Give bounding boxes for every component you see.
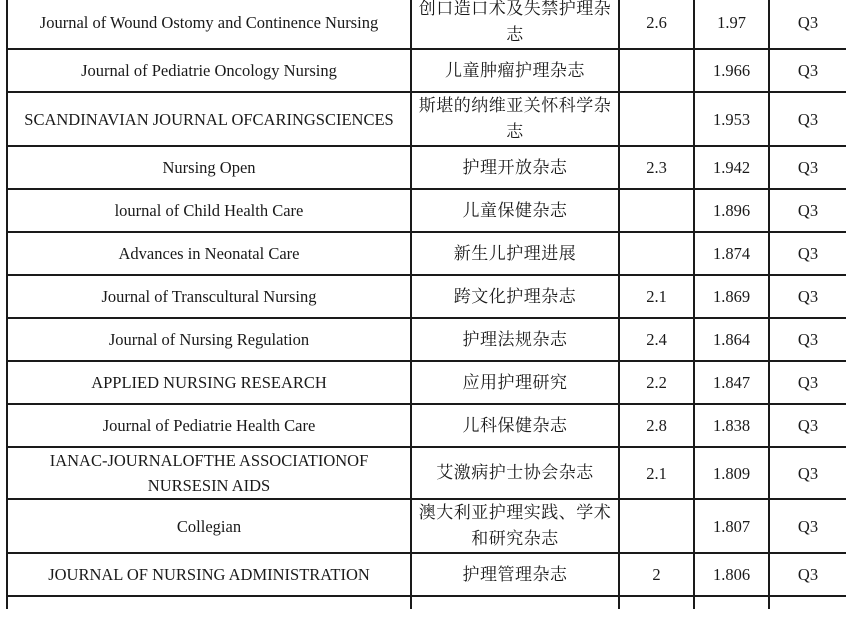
journal-table <box>6 0 846 609</box>
quartile: Q3 <box>769 189 846 232</box>
table-row <box>7 499 846 553</box>
quartile: Q3 <box>769 146 846 189</box>
journal-name-en: Journal of Wound Ostomy and Continence Nursing <box>7 0 411 49</box>
impact-factor: 1.806 <box>694 553 769 596</box>
table-row <box>7 318 846 361</box>
five-year-impact-factor: 2.3 <box>619 146 694 189</box>
journal-name-en: Nursing Open <box>7 146 411 189</box>
quartile: Q3 <box>769 49 846 92</box>
empty-cell <box>694 596 769 609</box>
journal-name-en: IANAC-JOURNALOFTHE ASSOCIATIONOF NURSESIN AIDS <box>7 447 411 499</box>
table-row <box>7 49 846 92</box>
impact-factor: 1.864 <box>694 318 769 361</box>
table-row <box>7 275 846 318</box>
five-year-impact-factor: 2.6 <box>619 0 694 49</box>
quartile: Q3 <box>769 361 846 404</box>
journal-name-cn: 应用护理研究 <box>411 361 619 404</box>
impact-factor: 1.953 <box>694 92 769 146</box>
journal-name-cn: 护理管理杂志 <box>411 553 619 596</box>
journal-name-cn: 儿童肿瘤护理杂志 <box>411 49 619 92</box>
journal-name-cn: 儿科保健杂志 <box>411 404 619 447</box>
journal-name-cn: 澳大利亚护理实践、学术和研究杂志 <box>411 499 619 553</box>
quartile: Q3 <box>769 553 846 596</box>
table-row <box>7 189 846 232</box>
journal-name-cn: 艾激病护士协会杂志 <box>411 447 619 499</box>
journal-name-cn: 新生儿护理进展 <box>411 232 619 275</box>
table-row <box>7 232 846 275</box>
table-row <box>7 0 846 49</box>
impact-factor: 1.847 <box>694 361 769 404</box>
impact-factor: 1.838 <box>694 404 769 447</box>
five-year-impact-factor: 2.2 <box>619 361 694 404</box>
five-year-impact-factor <box>619 49 694 92</box>
quartile: Q3 <box>769 499 846 553</box>
five-year-impact-factor: 2 <box>619 553 694 596</box>
journal-name-cn: 护理法规杂志 <box>411 318 619 361</box>
five-year-impact-factor: 2.1 <box>619 447 694 499</box>
impact-factor: 1.942 <box>694 146 769 189</box>
five-year-impact-factor: 2.8 <box>619 404 694 447</box>
table-row-cut-off <box>7 596 846 609</box>
journal-name-en: Journal of Transcultural Nursing <box>7 275 411 318</box>
quartile: Q3 <box>769 92 846 146</box>
impact-factor: 1.807 <box>694 499 769 553</box>
table-row <box>7 447 846 499</box>
journal-name-en: JOURNAL OF NURSING ADMINISTRATION <box>7 553 411 596</box>
journal-name-en: lournal of Child Health Care <box>7 189 411 232</box>
five-year-impact-factor <box>619 92 694 146</box>
quartile: Q3 <box>769 0 846 49</box>
impact-factor: 1.896 <box>694 189 769 232</box>
empty-cell <box>7 596 411 609</box>
table-row <box>7 361 846 404</box>
journal-name-en: APPLIED NURSING RESEARCH <box>7 361 411 404</box>
quartile: Q3 <box>769 318 846 361</box>
impact-factor: 1.809 <box>694 447 769 499</box>
five-year-impact-factor: 2.1 <box>619 275 694 318</box>
journal-name-en: Advances in Neonatal Care <box>7 232 411 275</box>
table-row <box>7 92 846 146</box>
empty-cell <box>411 596 619 609</box>
five-year-impact-factor <box>619 499 694 553</box>
five-year-impact-factor <box>619 232 694 275</box>
journal-name-cn: 跨文化护理杂志 <box>411 275 619 318</box>
table-row <box>7 146 846 189</box>
quartile: Q3 <box>769 404 846 447</box>
impact-factor: 1.97 <box>694 0 769 49</box>
quartile: Q3 <box>769 232 846 275</box>
five-year-impact-factor <box>619 189 694 232</box>
table-row <box>7 404 846 447</box>
quartile: Q3 <box>769 447 846 499</box>
empty-cell <box>619 596 694 609</box>
journal-name-en: SCANDINAVIAN JOURNAL OFCARINGSCIENCES <box>7 92 411 146</box>
journal-name-en: Collegian <box>7 499 411 553</box>
journal-name-cn: 斯堪的纳维亚关怀科学杂志 <box>411 92 619 146</box>
empty-cell <box>769 596 846 609</box>
five-year-impact-factor: 2.4 <box>619 318 694 361</box>
journal-name-en: Journal of Pediatrie Oncology Nursing <box>7 49 411 92</box>
table-row <box>7 553 846 596</box>
journal-name-cn: 护理开放杂志 <box>411 146 619 189</box>
journal-name-en: Journal of Nursing Regulation <box>7 318 411 361</box>
impact-factor: 1.869 <box>694 275 769 318</box>
journal-name-en: Journal of Pediatrie Health Care <box>7 404 411 447</box>
impact-factor: 1.966 <box>694 49 769 92</box>
impact-factor: 1.874 <box>694 232 769 275</box>
quartile: Q3 <box>769 275 846 318</box>
journal-name-cn: 创口造口术及失禁护理杂志 <box>411 0 619 49</box>
journal-name-cn: 儿童保健杂志 <box>411 189 619 232</box>
